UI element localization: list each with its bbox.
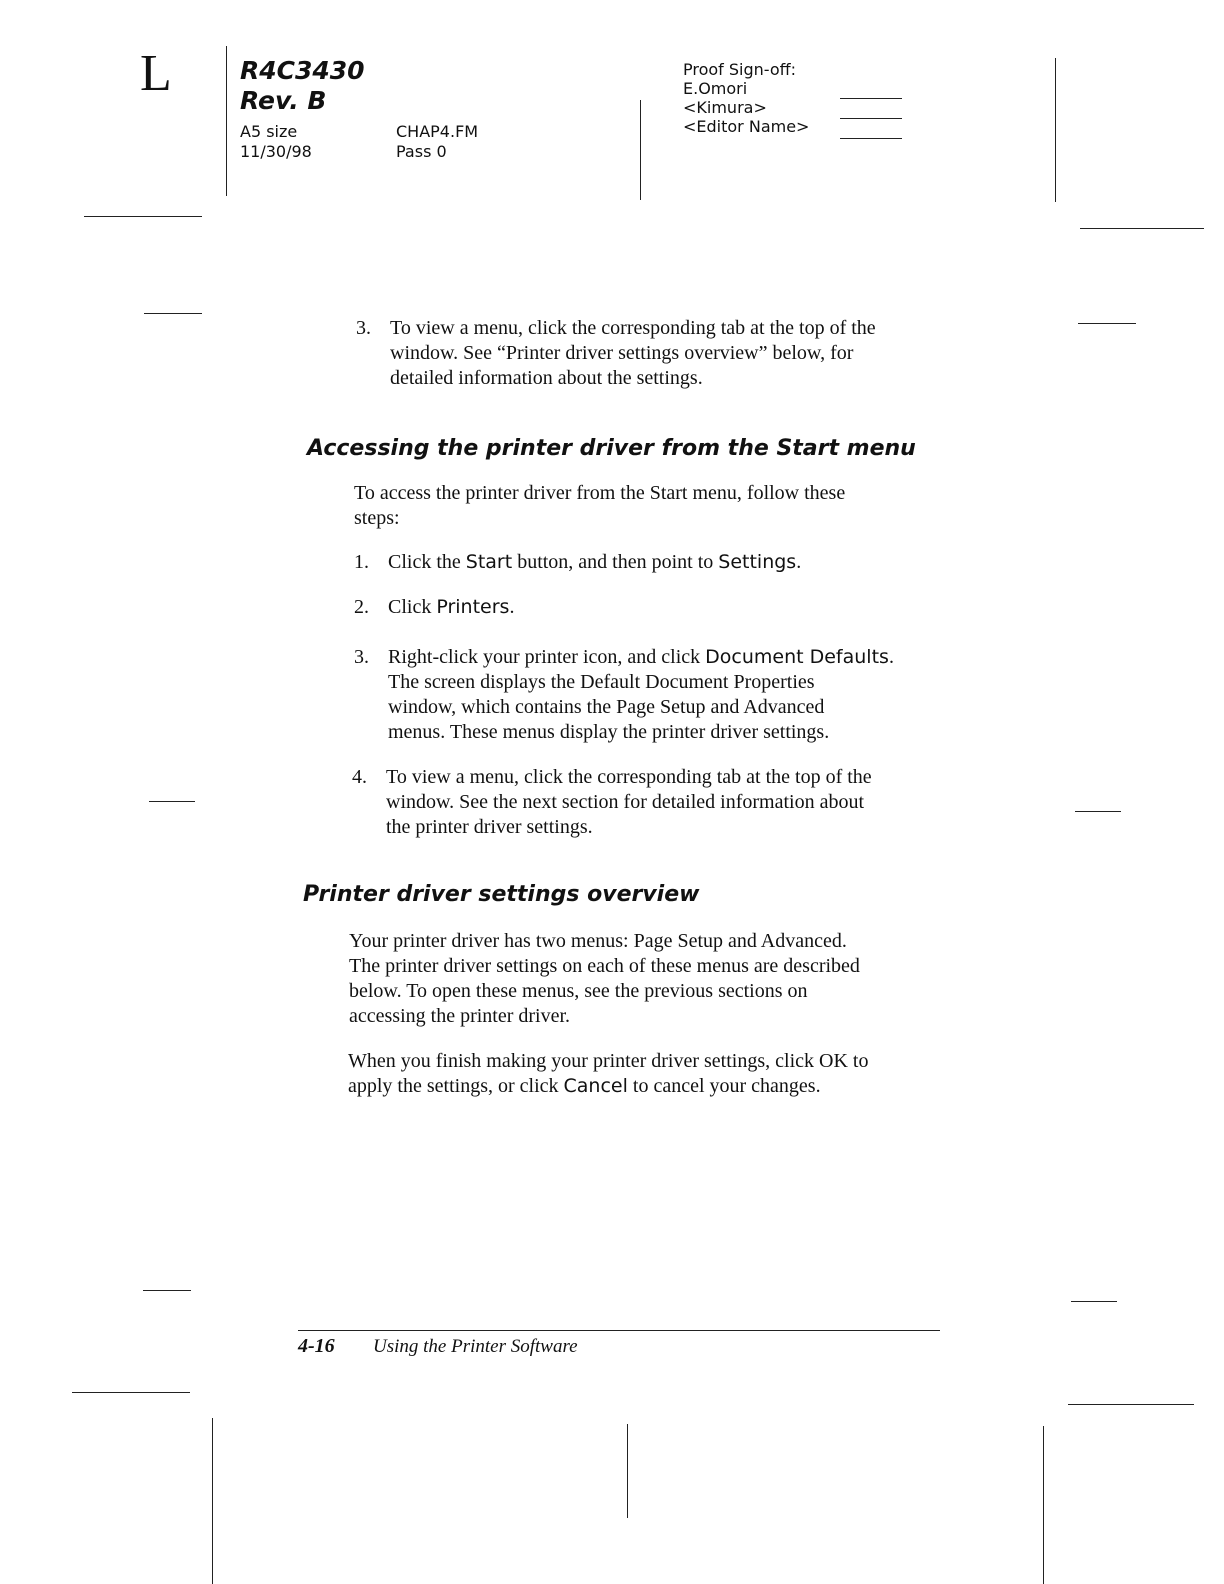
signoff-line [840,118,902,119]
page-size: A5 size [240,122,298,141]
text-line: To view a menu, click the corresponding tab at the top of the [386,766,872,788]
corner-mark: L [140,45,172,102]
text-line: To view a menu, click the corresponding tab at the top of the [390,317,876,339]
ui-label-settings: Settings [718,551,797,573]
signoff-line [840,98,902,99]
crop-mark [212,1418,213,1584]
document-code [240,56,365,116]
crop-mark [72,1392,190,1393]
crop-mark [1078,323,1136,324]
text-line: The screen displays the Default Document Properties [388,671,815,693]
header-divider-left [226,46,227,196]
page-number: 4-16 [298,1335,335,1357]
file-name: CHAP4.FM [396,122,479,141]
crop-mark [144,313,202,314]
section-heading: Printer driver settings overview [303,882,700,907]
text-line: To access the printer driver from the Start menu, follow these [354,482,846,504]
section-heading: Accessing the printer driver from the Start menu [307,436,916,461]
step-text [390,316,876,391]
chapter-title: Using the Printer Software [373,1336,578,1357]
crop-mark [1071,1301,1117,1302]
text-line: Your printer driver has two menus: Page Setup and Advanced. [349,930,847,952]
signoff-name: E.Omori [683,79,748,98]
paragraph [349,929,969,1029]
step-number: 4. [352,766,367,788]
ui-label-start: Start [465,551,513,573]
text-line: steps: [354,507,400,529]
step-number: 1. [354,551,369,573]
text-line: When you finish making your printer driver settings, click OK to [348,1050,869,1072]
text-line: menus. These menus display the printer driver settings. [388,721,830,743]
text-line: The printer driver settings on each of these menus are described [349,955,860,977]
crop-mark [1043,1426,1044,1584]
header-divider-mid [640,100,641,200]
proof-signoff [683,60,809,136]
footer-rule [298,1330,940,1331]
paragraph [348,1049,968,1099]
doc-code: R4C3430 [240,56,365,85]
ui-label-document-defaults: Document Defaults [705,646,889,668]
crop-mark [1068,1404,1194,1405]
doc-date: 11/30/98 [240,142,312,161]
crop-mark [1080,228,1204,229]
text-line: window, which contains the Page Setup and Advanced [388,696,825,718]
step-number: 3. [354,646,369,668]
header-divider-right [1055,58,1056,202]
step-text: Click the Start button, and then point to Settings. [388,551,802,573]
pass-number: Pass 0 [396,142,447,161]
text-line: accessing the printer driver. [349,1005,571,1027]
revision: Rev. B [240,86,327,115]
crop-mark [627,1424,628,1518]
step-text: Click Printers. [388,596,515,618]
section-intro [354,481,974,531]
step-text [386,765,872,840]
ui-label-cancel: Cancel [563,1075,628,1097]
text-line: below. To open these menus, see the previous sections on [349,980,808,1002]
text-line: Right-click your printer icon, and click Document Defaults. [388,646,894,668]
proof-label: Proof Sign-off: [683,60,797,79]
crop-mark [149,801,195,802]
crop-mark [143,1290,191,1291]
step-number: 2. [354,596,369,618]
header-meta-mid [396,122,478,162]
text-line: window. See the next section for detailed information about [386,791,865,813]
text-line: the printer driver settings. [386,816,593,838]
text-line: detailed information about the settings. [390,367,703,389]
step-number: 3. [356,317,371,339]
text-line: apply the settings, or click Cancel to cancel your changes. [348,1075,821,1097]
ui-label-printers: Printers [436,596,510,618]
crop-mark [84,216,202,217]
header-meta-left [240,122,312,162]
text-line: window. See “Printer driver settings overview” below, for [390,342,854,364]
signoff-name: <Editor Name> [683,117,810,136]
signoff-name: <Kimura> [683,98,767,117]
crop-mark [1075,811,1121,812]
signoff-line [840,138,902,139]
step-text [388,645,894,745]
